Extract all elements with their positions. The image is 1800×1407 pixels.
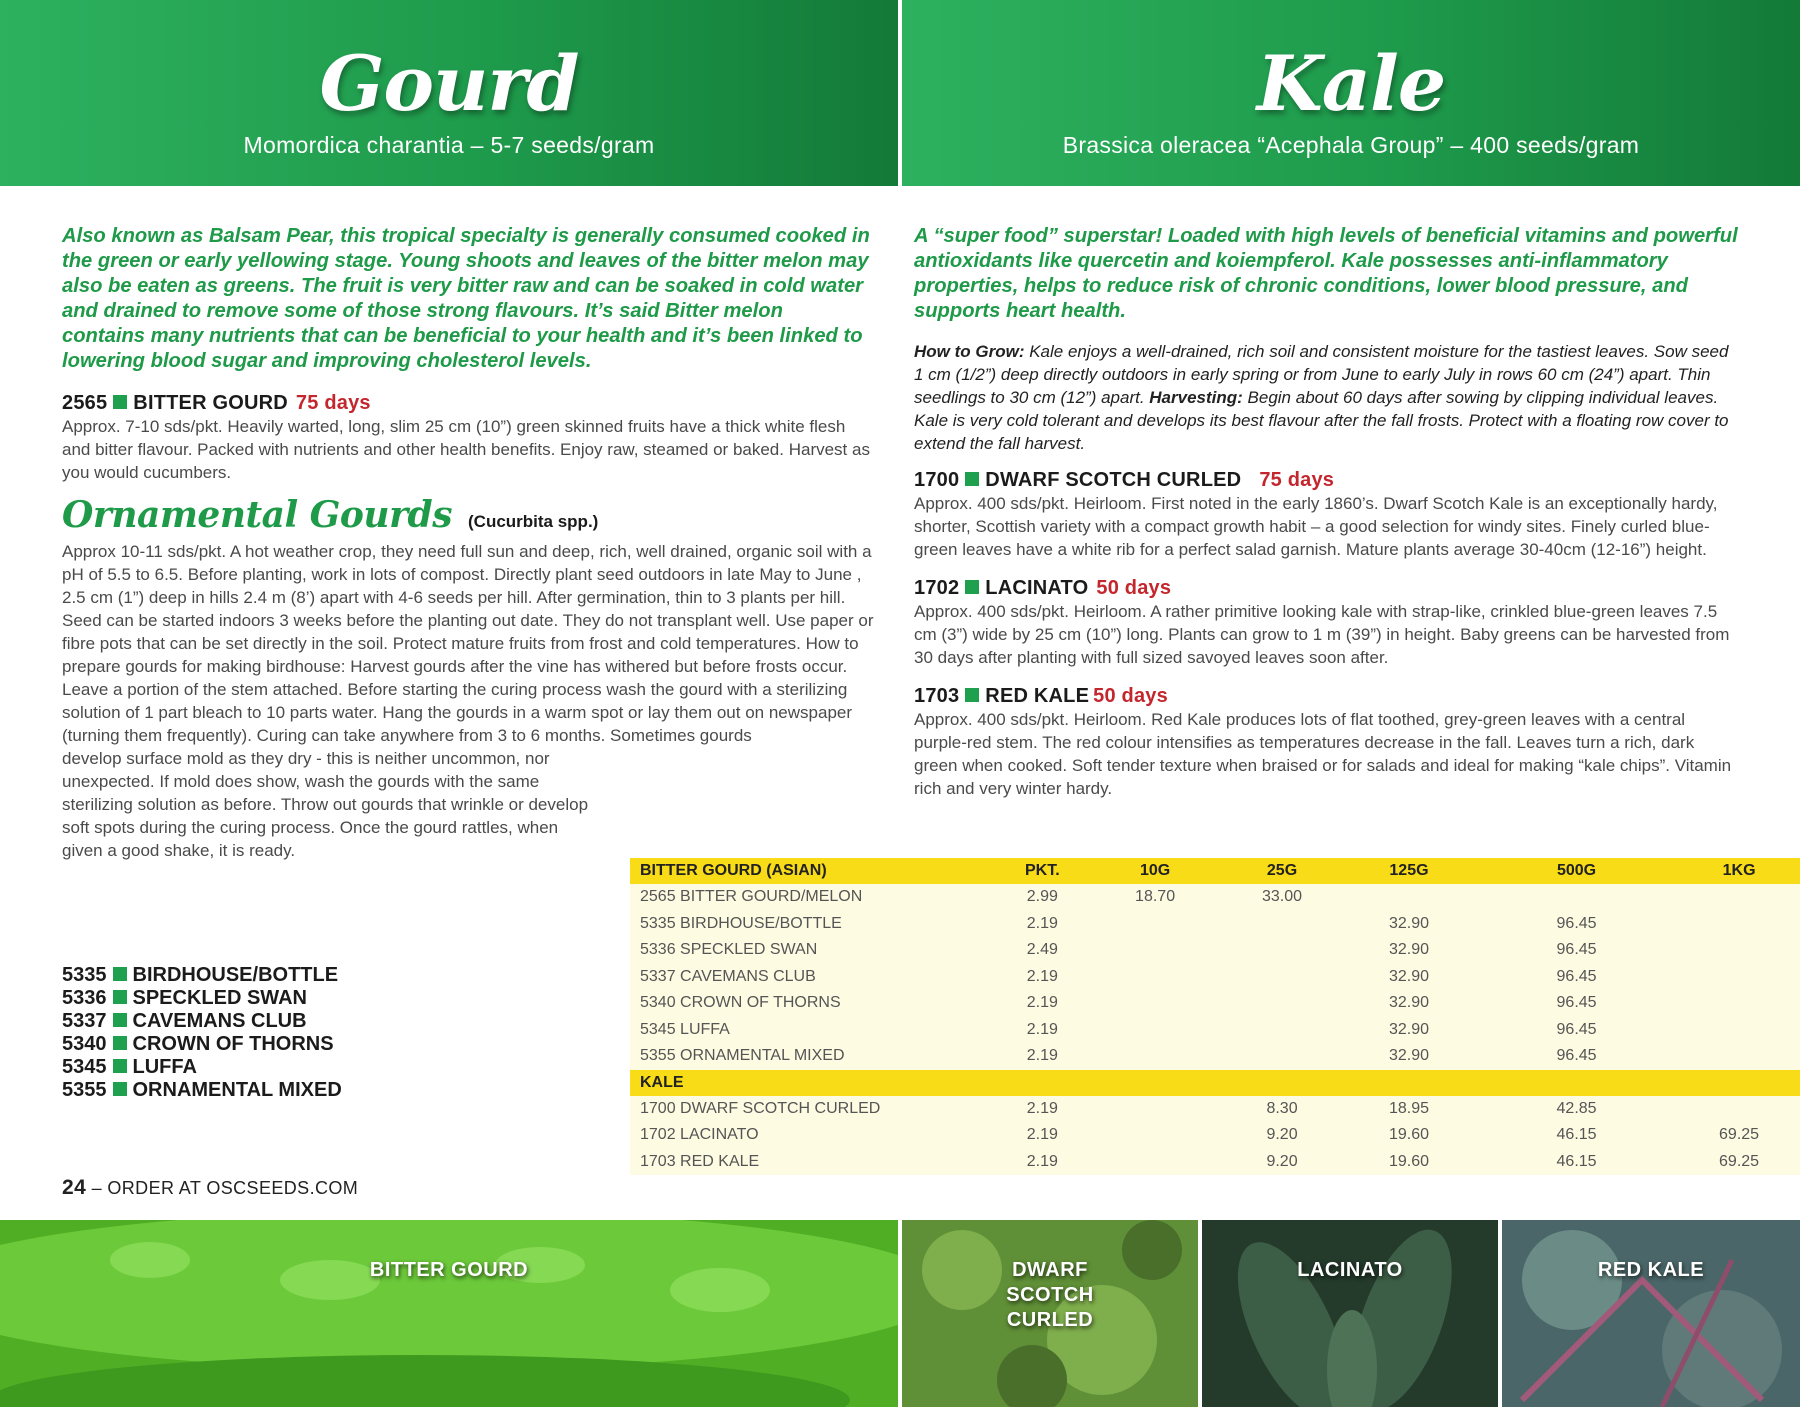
price-cell: 42.85 (1556, 1099, 1597, 1117)
kale-title: Kale (1256, 39, 1446, 128)
price-cell: 2.19 (1026, 1099, 1058, 1117)
item-cell: 5337 CAVEMANS CLUB (640, 967, 816, 985)
bitter-gourd-heading (62, 392, 870, 415)
photo-red-kale (1502, 1220, 1800, 1407)
price-cell: 32.90 (1388, 1047, 1429, 1065)
column-header (1343, 1070, 1475, 1096)
red-kale-image (1502, 1220, 1800, 1407)
price-cell (1221, 911, 1343, 938)
group-name: BITTER GOURD (ASIAN) (630, 858, 996, 884)
price-cell (1678, 884, 1800, 911)
price-cell (1089, 964, 1221, 991)
price-cell: 32.90 (1388, 967, 1429, 985)
price-cell: 96.45 (1556, 967, 1597, 985)
table-row (630, 937, 1800, 964)
list-item: 5355 ORNAMENTAL MIXED (62, 1079, 342, 1101)
ornamental-description: Approx 10-11 sds/pkt. A hot weather crop, they need full sun and deep, rich, well drained, organic soil with a pH of 5.5 to 6.5. Before planting, work in lots of compost. Directly plant seed outdoors in late May to June , 2.5 cm (1”) deep in hills 2.4 m (8’) apart with 4-6 seeds per hill. After germination, thin to 3 plants per hill. Seed can be started indoors 3 weeks before the planting out date. They do not transplant well. Use paper or fibre pots that can be set directly in the soil. Protect mature fruits from frost and cold temperatures. How to prepare gourds for making birdhouse: Harvest gourds after the vine has withered but before frosts occur. Leave a portion of the stem attached. Before starting the curing process wash the gourd with a sterilizing solution of 1 part bleach to 10 parts water. Hang the gourds in a warm spot or lay them out on newspaper (turning them frequently). Curing can take anywhere from 3 to 6 months. Sometimes gourds (62, 542, 874, 745)
price-cell (1221, 1017, 1343, 1044)
kale-intro: A “super food” superstar! Loaded with high levels of beneficial vitamins and powerful antioxidants like quercetin and koiempferol. Kale possesses anti-inflammatory properties, helps to reduce risk of chronic conditions, lower blood pressure, and supports heart health. (914, 225, 1738, 322)
list-item: 5337 CAVEMANS CLUB (62, 1010, 307, 1032)
price-cell: 46.15 (1556, 1152, 1597, 1170)
list-item: 5340 CROWN OF THORNS (62, 1033, 334, 1055)
price-cell (1089, 1017, 1221, 1044)
price-cell (1343, 884, 1475, 911)
price-cell (1678, 911, 1800, 938)
table-row (630, 1122, 1800, 1149)
harvesting-label: Harvesting: (1149, 388, 1243, 407)
item-cell: 1700 DWARF SCOTCH CURLED (640, 1099, 881, 1117)
product-description: Approx. 400 sds/pkt. Heirloom. Red Kale produces lots of flat toothed, grey-green leaves with a central purple-red stem. The red colour intensifies as temperatures decrease in the fall. Leaves turn a rich, dark green when cooked. Soft tender texture when braised or for salads and ideal for making “kale chips”. Vitamin rich and very winter hardy. (914, 710, 1732, 798)
square-bullet-icon (113, 990, 127, 1004)
bitter-gourd-entry (62, 392, 870, 484)
price-cell: 8.30 (1266, 1099, 1298, 1117)
price-cell (1678, 990, 1800, 1017)
column-header (1678, 1070, 1800, 1096)
ornamental-gourds-heading (62, 494, 870, 536)
price-cell: 2.19 (1026, 1020, 1058, 1038)
product-description: Approx. 400 sds/pkt. Heirloom. First noted in the early 1860’s. Dwarf Scotch Kale is an exceptionally hardy, shorter, Scottish variety with a compact growth habit – a good selection for windy sites. Finely curled blue-green leaves have a white rib for a perfect salad garnish. Mature plants average 30-40cm (12-16”) height. (914, 494, 1718, 559)
red-kale-entry (914, 685, 1740, 800)
price-cell: 32.90 (1388, 941, 1429, 959)
price-cell (1475, 884, 1678, 911)
photo-label: BITTER GOURD (369, 1259, 529, 1281)
price-cell: 2.19 (1026, 994, 1058, 1012)
ornamental-list (62, 964, 342, 1102)
gourd-banner (0, 0, 898, 186)
footer-text: – ORDER AT OSCSEEDS.COM (86, 1178, 359, 1198)
page-number: 24 (62, 1176, 87, 1199)
table-row (630, 1149, 1800, 1176)
price-cell (1221, 964, 1343, 991)
column-header: 500G (1475, 858, 1678, 884)
price-cell: 9.20 (1266, 1152, 1298, 1170)
column-header: PKT. (996, 858, 1089, 884)
product-days: 75 days (295, 392, 371, 414)
product-name: BITTER GOURD (133, 392, 288, 414)
item-cell: 2565 BITTER GOURD/MELON (640, 888, 863, 906)
kale-subtitle: Brassica oleracea “Acephala Group” – 400 seeds/gram (1062, 132, 1640, 158)
photo-bitter-gourd (0, 1220, 898, 1407)
list-item: 5335 BIRDHOUSE/BOTTLE (62, 964, 339, 986)
price-cell (1089, 1096, 1221, 1123)
square-bullet-icon (965, 472, 979, 486)
price-cell (1678, 964, 1800, 991)
price-cell: 33.00 (1262, 888, 1303, 906)
column-header: 25G (1221, 858, 1343, 884)
gourd-title: Gourd (319, 39, 579, 128)
price-cell: 2.19 (1026, 967, 1058, 985)
price-cell: 2.19 (1026, 914, 1058, 932)
price-table-grid (630, 858, 1800, 1175)
table-row (630, 1043, 1800, 1070)
square-bullet-icon (965, 580, 979, 594)
lacinato-entry (914, 577, 1740, 669)
ornamental-title: Ornamental Gourds (62, 494, 452, 536)
price-cell: 96.45 (1556, 914, 1597, 932)
column-header: 125G (1343, 858, 1475, 884)
price-group-header (630, 1070, 1800, 1096)
column-header (1089, 1070, 1221, 1096)
item-cell: 5340 CROWN OF THORNS (640, 994, 841, 1012)
price-cell (1089, 1043, 1221, 1070)
kale-banner (902, 0, 1800, 186)
price-cell: 2.19 (1026, 1126, 1058, 1144)
price-cell: 2.19 (1026, 1047, 1058, 1065)
square-bullet-icon (965, 688, 979, 702)
price-cell: 32.90 (1388, 994, 1429, 1012)
column-header: 1KG (1678, 858, 1800, 884)
price-cell (1089, 1149, 1221, 1176)
product-heading: 1703 RED KALE 50 days (914, 685, 1168, 707)
price-cell: 18.70 (1135, 888, 1176, 906)
price-cell: 96.45 (1556, 941, 1597, 959)
price-cell (1089, 990, 1221, 1017)
price-cell: 32.90 (1388, 1020, 1429, 1038)
price-cell: 69.25 (1719, 1126, 1760, 1144)
price-cell: 2.19 (1026, 1152, 1058, 1170)
kale-how-to-grow: How to Grow: Kale enjoys a well-drained, rich soil and consistent moisture for the tastiest leaves. Sow seed 1 cm (1/2”) deep directly outdoors in early spring or from June to early July in rows 60 cm (24”) apart. Thin seedlings to 30 cm (12”) apart. Harvesting: Begin about 60 days after sowing by clipping individual leaves. Kale is very cold tolerant and develops its best flavour after the fall frosts. Protect with a floating row cover to extend the fall harvest. (914, 342, 1729, 453)
ornamental-description-continued: develop surface mold as they dry - this is neither uncommon, nor unexpected. If mold does show, wash the gourds with the same sterilizing solution as before. Throw out gourds that wrinkle or develop soft spots during the curing process. Once the gourd rattles, when given a good shake, it is ready. (62, 749, 589, 860)
column-header (1475, 1070, 1678, 1096)
price-cell: 2.49 (1026, 941, 1058, 959)
price-cell (1678, 937, 1800, 964)
lacinato-image (1202, 1220, 1498, 1407)
square-bullet-icon (113, 967, 127, 981)
price-cell: 2.99 (1026, 888, 1058, 906)
price-cell: 19.60 (1388, 1152, 1429, 1170)
price-table (630, 858, 1800, 1175)
table-row (630, 1017, 1800, 1044)
price-cell: 18.95 (1388, 1099, 1429, 1117)
column-header (1221, 1070, 1343, 1096)
price-cell: 9.20 (1266, 1126, 1298, 1144)
price-cell (1221, 937, 1343, 964)
ornamental-subtitle: (Cucurbita spp.) (468, 512, 599, 531)
price-cell: 19.60 (1388, 1126, 1429, 1144)
dwarf-scotch-entry (914, 469, 1740, 561)
square-bullet-icon (113, 1059, 127, 1073)
square-bullet-icon (113, 1013, 127, 1027)
square-bullet-icon (113, 395, 127, 409)
square-bullet-icon (113, 1036, 127, 1050)
price-cell (1678, 1017, 1800, 1044)
price-cell: 69.25 (1719, 1152, 1760, 1170)
square-bullet-icon (113, 1082, 127, 1096)
price-cell (1678, 1043, 1800, 1070)
product-heading: 1700 DWARF SCOTCH CURLED 75 days (914, 469, 1335, 491)
photo-label: LACINATO (1297, 1259, 1403, 1281)
page-footer (62, 1176, 358, 1200)
photo-dwarf-scotch (902, 1220, 1198, 1407)
price-cell (1221, 990, 1343, 1017)
price-cell: 96.45 (1556, 994, 1597, 1012)
item-cell: 5336 SPECKLED SWAN (640, 941, 818, 959)
table-row (630, 990, 1800, 1017)
product-code: 2565 (62, 392, 108, 414)
list-item: 5336 SPECKLED SWAN (62, 987, 307, 1009)
photo-label: RED KALE (1597, 1259, 1705, 1281)
price-cell (1089, 911, 1221, 938)
gourd-intro: Also known as Balsam Pear, this tropical specialty is generally consumed cooked in the green or early yellowing stage. Young shoots and leaves of the bitter melon may also be eaten as greens. The fruit is very bitter raw and can be soaked in cold water and drained to remove some of those strong flavours. It’s said Bitter melon contains many nutrients that can be beneficial to your health and it’s been linked to lowering blood sugar and improving cholesterol levels. (62, 225, 870, 372)
photo-label: DWARF SCOTCH CURLED (1006, 1259, 1094, 1331)
price-cell: 32.90 (1388, 914, 1429, 932)
how-to-grow-label: How to Grow: (914, 342, 1025, 361)
item-cell: 5355 ORNAMENTAL MIXED (640, 1047, 845, 1065)
item-cell: 5335 BIRDHOUSE/BOTTLE (640, 914, 842, 932)
gourd-subtitle: Momordica charantia – 5-7 seeds/gram (243, 132, 655, 158)
table-row (630, 884, 1800, 911)
price-cell (1221, 1043, 1343, 1070)
product-description: Approx. 7-10 sds/pkt. Heavily warted, long, slim 25 cm (10”) green skinned fruits have a thick white flesh and bitter flavour. Packed with nutrients and other health benefits. Enjoy raw, steamed or baked. Harvest as you would cucumbers. (62, 417, 870, 482)
price-cell (1089, 1122, 1221, 1149)
item-cell: 5345 LUFFA (640, 1020, 730, 1038)
price-cell (1089, 937, 1221, 964)
table-row (630, 964, 1800, 991)
kale-column (914, 224, 1740, 800)
price-group-header (630, 858, 1800, 884)
price-cell: 46.15 (1556, 1126, 1597, 1144)
gourd-column (62, 224, 874, 862)
product-description: Approx. 400 sds/pkt. Heirloom. A rather primitive looking kale with strap-like, crinkled blue-green leaves 7.5 cm (3”) wide by 25 cm (10”) long. Plants can grow to 1 m (39”) in height. Baby greens can be harvested from 30 days after planting with full sized savoyed leaves soon after. (914, 602, 1730, 667)
price-cell: 96.45 (1556, 1047, 1597, 1065)
column-header: 10G (1089, 858, 1221, 884)
item-cell: 1703 RED KALE (640, 1152, 760, 1170)
photo-lacinato (1202, 1220, 1498, 1407)
table-row (630, 911, 1800, 938)
product-heading: 1702 LACINATO 50 days (914, 577, 1172, 599)
bitter-gourd-image (0, 1220, 898, 1407)
item-cell: 1702 LACINATO (640, 1126, 759, 1144)
group-name: KALE (630, 1070, 996, 1096)
table-row (630, 1096, 1800, 1123)
price-cell (1678, 1096, 1800, 1123)
list-item: 5345 LUFFA (62, 1056, 197, 1078)
price-cell: 96.45 (1556, 1020, 1597, 1038)
column-header (996, 1070, 1089, 1096)
